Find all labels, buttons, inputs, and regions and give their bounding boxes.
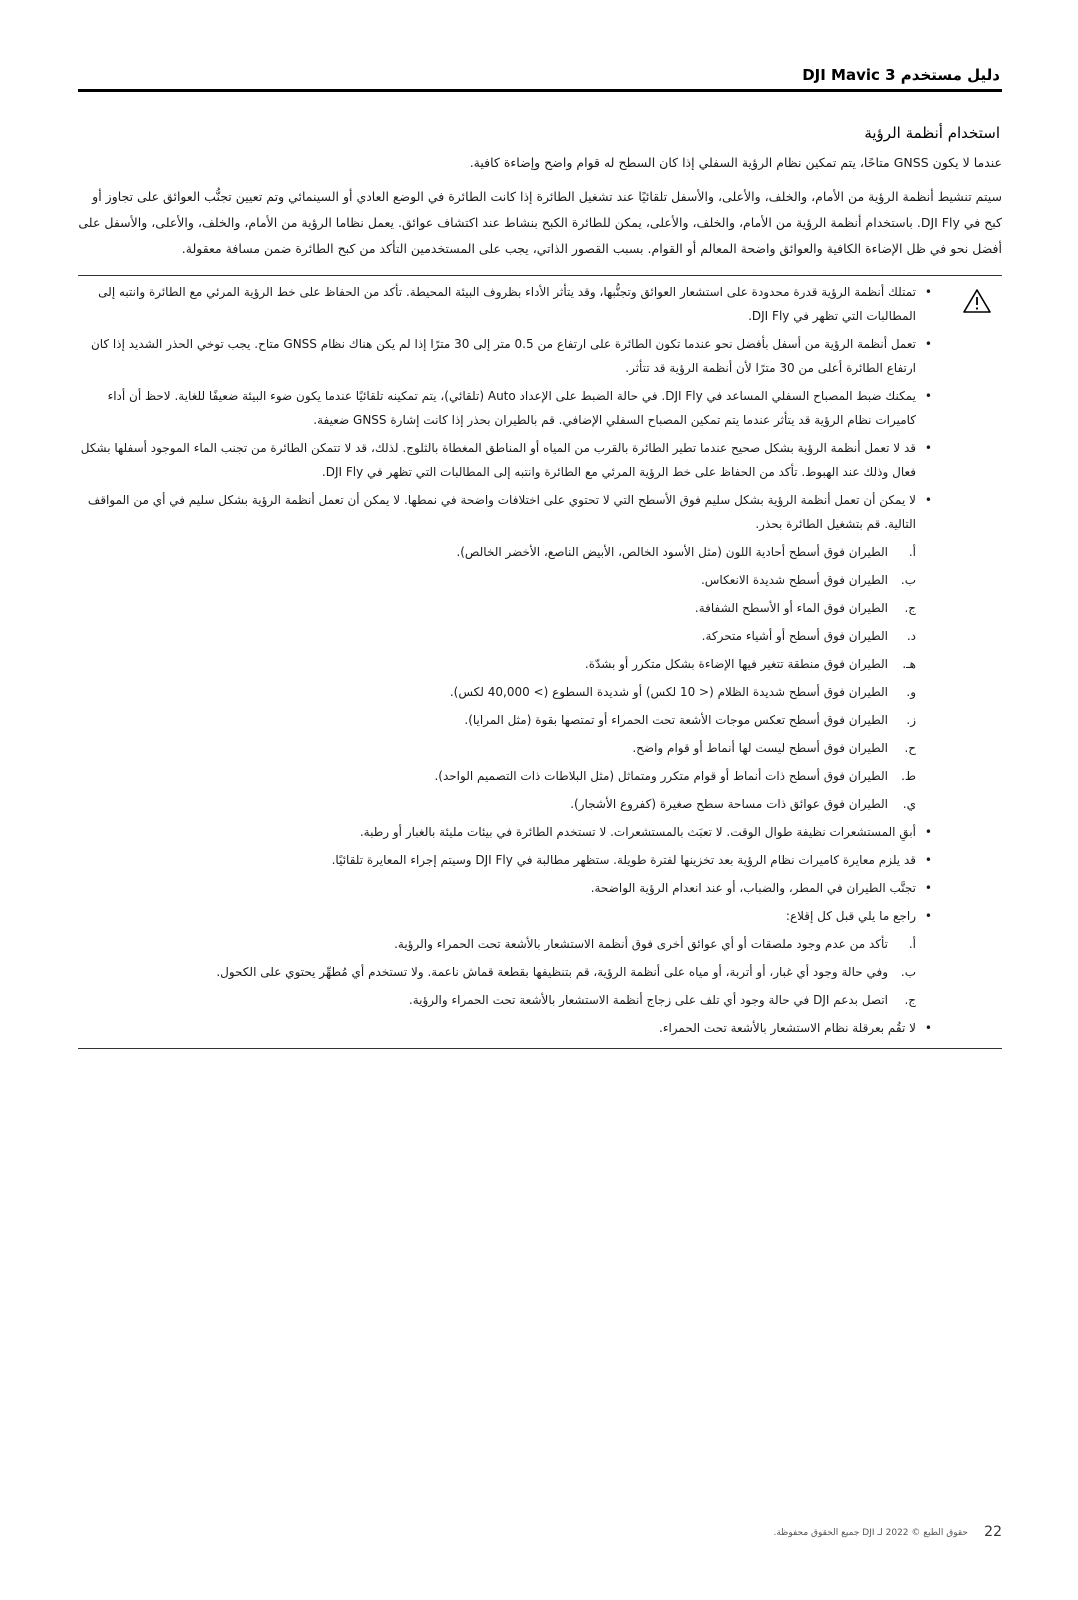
list-letter: ب. [900, 573, 916, 587]
list-letter: هـ. [902, 657, 916, 671]
list-text: الطيران فوق منطقة تتغير فيها الإضاءة بشكل متكرر أو بشدّة. [584, 657, 888, 671]
page-footer [78, 1524, 1002, 1548]
list-text: الطيران فوق أسطح ذات أنماط أو قوام متكرر ومتماثل (مثل البلاطات ذات التصميم الواحد). [434, 769, 888, 783]
list-item [78, 708, 932, 732]
list-letter: د. [906, 629, 916, 643]
warning-bullet: • تعمل أنظمة الرؤية من أسفل بأفضل نحو عندما تكون الطائرة على ارتفاع من 0.5 متر إلى 30 مترًا إذا لم يكن هناك نظام GNSS متاح. يجب توخي الحذر الشديد إذا كان ارتفاع الطائرة أعلى من 30 مترًا لأن أنظمة الرؤية قد تتأثر. [78, 332, 932, 380]
list-item [78, 764, 932, 788]
list-letter: أ. [908, 937, 916, 951]
intro-text [78, 150, 1002, 270]
list-letter: و. [906, 685, 916, 699]
list-item [78, 596, 932, 620]
list-text: الطيران فوق الماء أو الأسطح الشفافة. [694, 601, 888, 615]
warning-bullet: • أبقِ المستشعرات نظيفة طوال الوقت. لا تعبَث بالمستشعرات. لا تستخدم الطائرة في بيئات مليئة بالغبار أو رطبة. [78, 820, 932, 844]
list-text: الطيران فوق أسطح أو أشياء متحركة. [701, 629, 888, 643]
list-text: تأكد من عدم وجود ملصقات أو أي عوائق أخرى فوق أنظمة الاستشعار بالأشعة تحت الحمراء والرؤية. [394, 937, 888, 951]
header-divider [78, 89, 1002, 92]
list-item [78, 988, 932, 1012]
list-letter: ج. [904, 601, 916, 615]
warning-bullet: • قد لا تعمل أنظمة الرؤية بشكل صحيح عندما تطير الطائرة بالقرب من المياه أو المناطق المغطاة بالثلوج. لذلك، قد لا تتمكن الطائرة من تجنب الماء الموجود أسفلها بشكل فعال وذلك عند الهبوط. تأكد من الحفاظ على خط الرؤية المرئي مع الطائرة وانتبه إلى المطالبات التي تظهر في DJI Fly. [78, 436, 932, 484]
list-text: اتصل بدعم DJI في حالة وجود أي تلف على زجاج أنظمة الاستشعار بالأشعة تحت الحمراء والرؤية. [408, 993, 888, 1007]
list-letter: ب. [900, 965, 916, 979]
warning-bullet: • تجنَّب الطيران في المطر، والضباب، أو عند انعدام الرؤية الواضحة. [78, 876, 932, 900]
list-letter: أ. [908, 545, 916, 559]
warning-content [78, 280, 932, 1044]
warning-bullet: • يمكنك ضبط المصباح السفلي المساعد في DJI Fly. في حالة الضبط على الإعداد Auto (تلقائي)، يتم تمكينه تلقائيًا عندما يكون ضوء البيئة ضعيفًا للغاية. لاحظ أن أداء كاميرات نظام الرؤية قد يتأثر عندما يتم تمكين المصباح السفلي الإضافي. قم بالطيران بحذر إذا كانت إشارة GNSS ضعيفة. [78, 384, 932, 432]
list-item [78, 960, 932, 984]
warning-triangle-icon [962, 288, 992, 314]
list-letter: ط. [901, 769, 916, 783]
list-text: الطيران فوق أسطح تعكس موجات الأشعة تحت الحمراء أو تمتصها بقوة (مثل المرايا). [464, 713, 888, 727]
header-title: DJI Mavic 3 دليل مستخدم [802, 66, 1000, 84]
list-item [78, 736, 932, 760]
list-text: الطيران فوق أسطح ليست لها أنماط أو قوام واضح. [632, 741, 888, 755]
intro-paragraph: عندما لا يكون GNSS متاحًا، يتم تمكين نظام الرؤية السفلي إذا كان السطح له قوام واضح وإضاءة كافية. [469, 155, 1002, 170]
list-item [78, 624, 932, 648]
section-title: استخدام أنظمة الرؤية [864, 124, 1000, 142]
list-item [78, 652, 932, 676]
list-item [78, 932, 932, 956]
warning-bullet: • لا يمكن أن تعمل أنظمة الرؤية بشكل سليم فوق الأسطح التي لا تحتوي على اختلافات واضحة في نمطها. لا يمكن أن تعمل أنظمة الرؤية بشكل سليم في أي من المواقف التالية. قم بتشغيل الطائرة بحذر. [78, 488, 932, 536]
copyright-text: حقوق الطبع © 2022 لـ DJI جميع الحقوق محفوظة. [773, 1528, 968, 1538]
warning-bullet: • راجع ما يلي قبل كل إقلاع: [78, 904, 932, 928]
list-text: الطيران فوق أسطح شديدة الظلام (< 10 لكس) أو شديدة السطوع (> 40,000 لكس). [449, 685, 888, 699]
list-text: الطيران فوق أسطح شديدة الانعكاس. [700, 573, 888, 587]
list-letter: ي. [902, 797, 916, 811]
list-item [78, 540, 932, 564]
list-letter: ج. [904, 993, 916, 1007]
list-item [78, 792, 932, 816]
page-number: 22 [984, 1524, 1002, 1540]
list-text: الطيران فوق أسطح أحادية اللون (مثل الأسود الخالص، الأبيض الناصع، الأخضر الخالص). [456, 545, 888, 559]
list-item [78, 568, 932, 592]
warning-bullet: • لا تقُم بعرقلة نظام الاستشعار بالأشعة تحت الحمراء. [78, 1016, 932, 1040]
list-text: وفي حالة وجود أي غبار، أو أتربة، أو مياه على أنظمة الرؤية، قم بتنظيفها بقطعة قماش ناعمة. ولا تستخدم أي مُطهِّر يحتوي على الكحول. [216, 965, 888, 979]
list-letter: ح. [904, 741, 916, 755]
list-text: الطيران فوق عوائق ذات مساحة سطح صغيرة (كفروع الأشجار). [570, 797, 888, 811]
intro-paragraph: سيتم تنشيط أنظمة الرؤية من الأمام، والخلف، والأعلى، والأسفل تلقائيًا عند تشغيل الطائرة إذا كانت الطائرة في الوضع العادي أو السينمائي وتم تعيين تجنُّب العوائق على تجاوز أو كبح في DJI Fly. باستخدام أنظمة الرؤية من الأمام، والخلف، والأعلى، يمكن للطائرة الكبح بنشاط عند اكتشاف عوائق. يعمل نظاما الرؤية من الأمام، والخلف، والأعلى، والأسفل على أفضل نحو في ظل الإضاءة الكافية والعوائق واضحة المعالم أو القوام. بسبب القصور الذاتي، يجب على المستخدمين التأكد من كبح الطائرة ضمن مسافة معقولة. [78, 189, 1002, 256]
list-letter: ز. [906, 713, 916, 727]
warning-bullet: • تمتلك أنظمة الرؤية قدرة محدودة على استشعار العوائق وتجنُّبها، وقد يتأثر الأداء بظروف البيئة المحيطة. تأكد من الحفاظ على خط الرؤية المرئي مع الطائرة وانتبه إلى المطالبات التي تظهر في DJI Fly. [78, 280, 932, 328]
list-item [78, 680, 932, 704]
warning-box [78, 275, 1002, 1049]
warning-bullet: • قد يلزم معايرة كاميرات نظام الرؤية بعد تخزينها لفترة طويلة. ستظهر مطالبة في DJI Fly وسيتم إجراء المعايرة تلقائيًا. [78, 848, 932, 872]
